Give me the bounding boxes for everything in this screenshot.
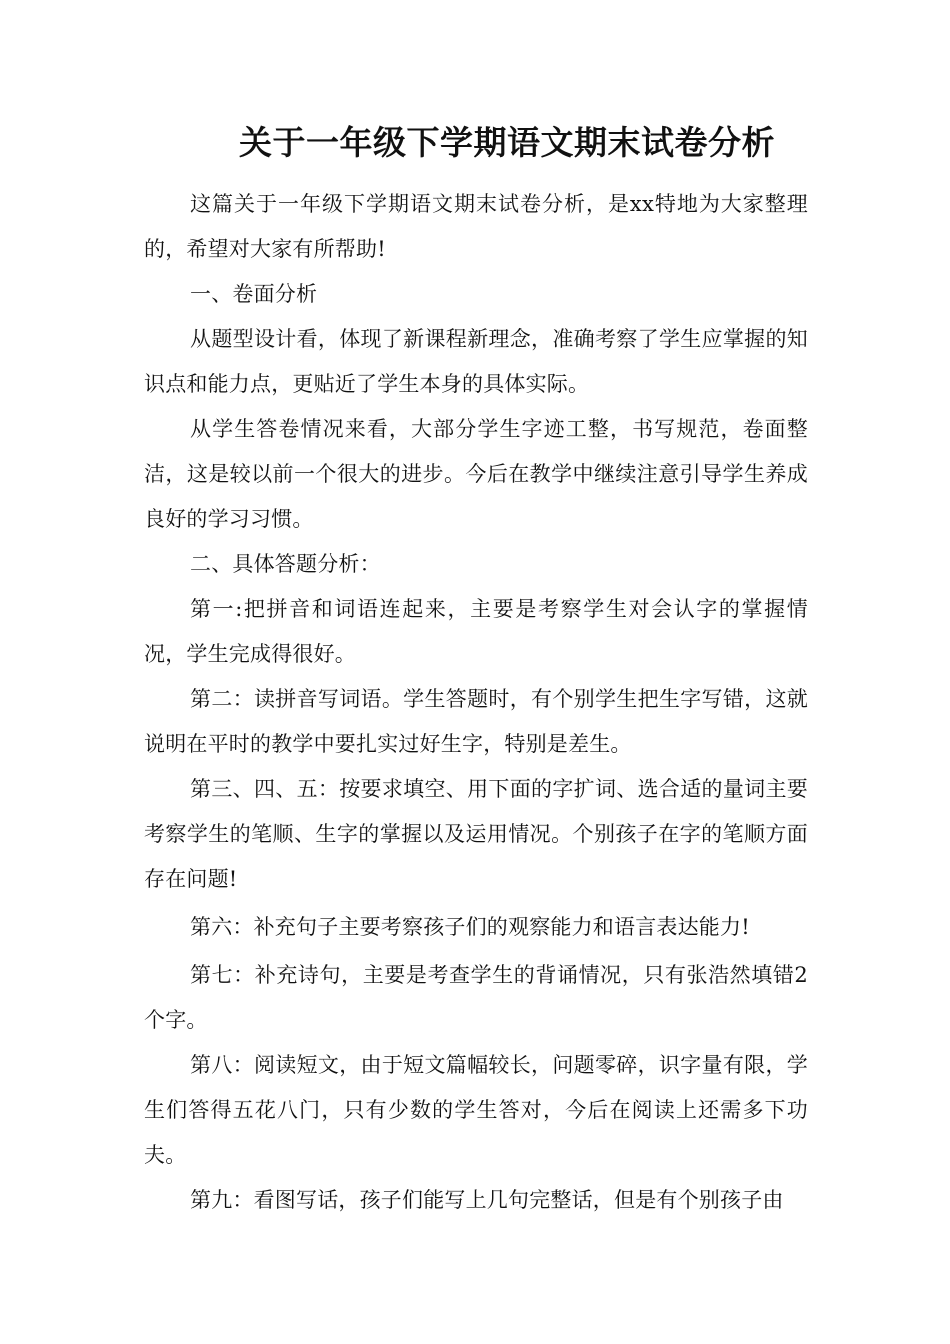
body-paragraph: 第八：阅读短文，由于短文篇幅较长，问题零碎，识字量有限，学生们答得五花八门，只有少数的学生答对，今后在阅读上还需多下功夫。	[144, 1053, 808, 1167]
document-title: 关于一年级下学期语文期末试卷分析	[239, 123, 775, 162]
section-heading-answer-analysis: 二、具体答题分析：	[190, 552, 381, 576]
body-paragraph: 从学生答卷情况来看，大部分学生字迹工整，书写规范，卷面整洁，这是较以前一个很大的进步。今后在教学中继续注意引导学生养成良好的学习习惯。	[144, 417, 808, 531]
body-paragraph: 第九：看图写话，孩子们能写上几句完整话，但是有个别孩子由	[190, 1188, 784, 1212]
body-paragraph: 第六：补充句子主要考察孩子们的观察能力和语言表达能力!	[190, 915, 750, 939]
body-paragraph: 第七：补充诗句，主要是考查学生的背诵情况，只有张浩然填错2个字。	[144, 963, 808, 1032]
document-body	[144, 182, 808, 1223]
body-paragraph: 从题型设计看，体现了新课程新理念，准确考察了学生应掌握的知识点和能力点，更贴近了学生本身的具体实际。	[144, 327, 808, 396]
section-heading-paper-analysis: 一、卷面分析	[190, 282, 318, 306]
body-paragraph: 第一:把拼音和词语连起来，主要是考察学生对会认字的掌握情况，学生完成得很好。	[144, 597, 808, 666]
body-paragraph: 第二：读拼音写词语。学生答题时，有个别学生把生字写错，这就说明在平时的教学中要扎实过好生字，特别是差生。	[144, 687, 808, 756]
intro-paragraph: 这篇关于一年级下学期语文期末试卷分析，是xx特地为大家整理的，希望对大家有所帮助!	[144, 192, 808, 261]
body-paragraph: 第三、四、五：按要求填空、用下面的字扩词、选合适的量词主要考察学生的笔顺、生字的掌握以及运用情况。个别孩子在字的笔顺方面存在问题!	[144, 777, 808, 891]
